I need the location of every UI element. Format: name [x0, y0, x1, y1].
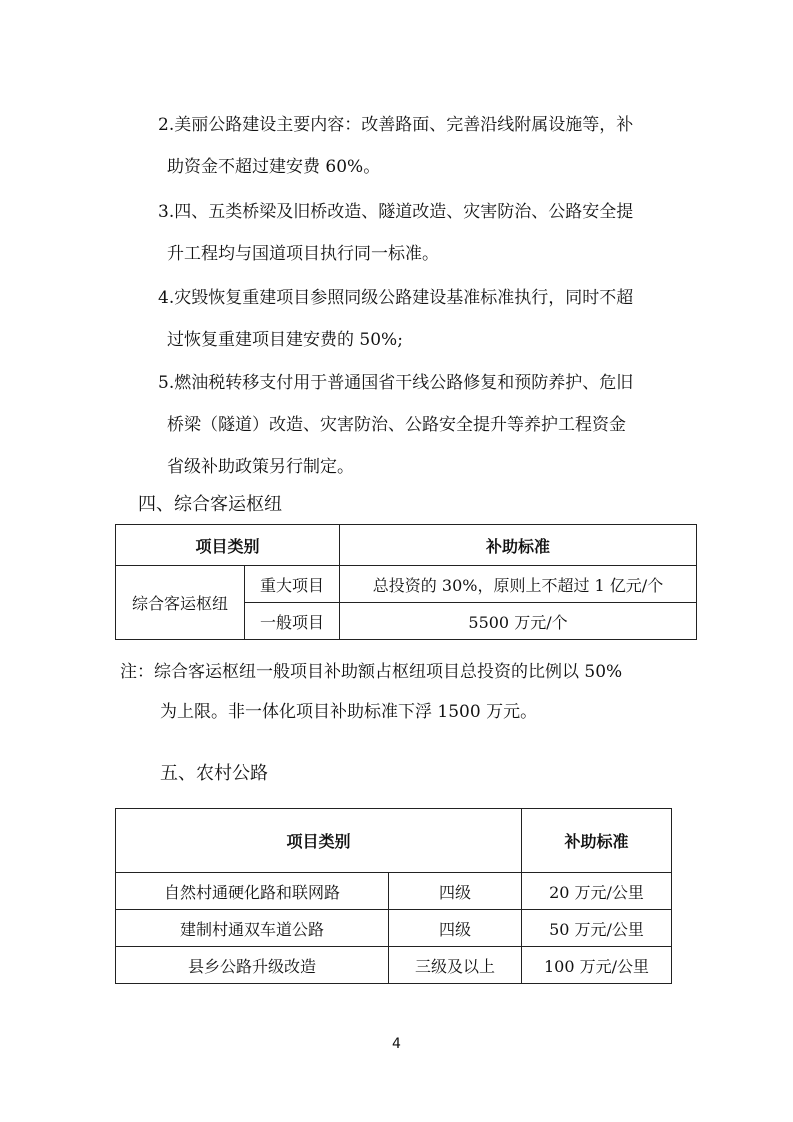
- table-cell: 县乡公路升级改造: [116, 947, 389, 984]
- list-item-4: [158, 277, 688, 361]
- table-cell: 四级: [389, 873, 522, 910]
- note-line: 注：综合客运枢纽一般项目补助额占枢纽项目总投资的比例以 50%: [120, 662, 623, 682]
- table-cell: 5500 万元/个: [340, 603, 697, 640]
- list-item-5: [158, 362, 688, 488]
- table-cell: 50 万元/公里: [522, 910, 672, 947]
- table-row: [116, 566, 697, 603]
- item-line: 4.灾毁恢复重建项目参照同级公路建设基准标准执行，同时不超: [158, 288, 634, 308]
- table-row: [116, 910, 672, 947]
- table-cell: 自然村通硬化路和联网路: [116, 873, 389, 910]
- table-header: 项目类别: [116, 809, 522, 873]
- table-row: [116, 873, 672, 910]
- table-note: [120, 652, 700, 732]
- list-item-3: [158, 191, 688, 275]
- note-line: 为上限。非一体化项目补助标准下浮 1500 万元。: [160, 702, 538, 722]
- rural-road-table: [115, 808, 672, 984]
- table-cell: 三级及以上: [389, 947, 522, 984]
- item-line: 3.四、五类桥梁及旧桥改造、隧道改造、灾害防治、公路安全提: [158, 202, 634, 222]
- table-cell: 总投资的 30%，原则上不超过 1 亿元/个: [340, 566, 697, 603]
- table-cell: 100 万元/公里: [522, 947, 672, 984]
- table-cell: 重大项目: [245, 566, 340, 603]
- table-row: [116, 947, 672, 984]
- item-line: 省级补助政策另行制定。: [167, 457, 354, 477]
- table-header: 项目类别: [116, 525, 340, 566]
- hub-subsidy-table: [115, 524, 697, 640]
- table-cell: 建制村通双车道公路: [116, 910, 389, 947]
- list-item-2: [158, 104, 688, 188]
- item-line: 桥梁（隧道）改造、灾害防治、公路安全提升等养护工程资金: [167, 415, 626, 435]
- item-line: 升工程均与国道项目执行同一标准。: [167, 244, 439, 264]
- table-header: 补助标准: [522, 809, 672, 873]
- section-heading: 五、农村公路: [160, 763, 268, 784]
- page-number: 4: [392, 1036, 401, 1052]
- item-line: 助资金不超过建安费 60%。: [167, 157, 381, 177]
- item-line: 5.燃油税转移支付用于普通国省干线公路修复和预防养护、危旧: [158, 373, 634, 393]
- table-cell: 20 万元/公里: [522, 873, 672, 910]
- table-cell: 四级: [389, 910, 522, 947]
- item-line: 2.美丽公路建设主要内容：改善路面、完善沿线附属设施等，补: [158, 115, 634, 135]
- table-cell: 一般项目: [245, 603, 340, 640]
- table-header: 补助标准: [340, 525, 697, 566]
- table-cell: 综合客运枢纽: [116, 566, 245, 640]
- section-heading: 四、综合客运枢纽: [138, 494, 282, 515]
- item-line: 过恢复重建项目建安费的 50%;: [167, 330, 403, 350]
